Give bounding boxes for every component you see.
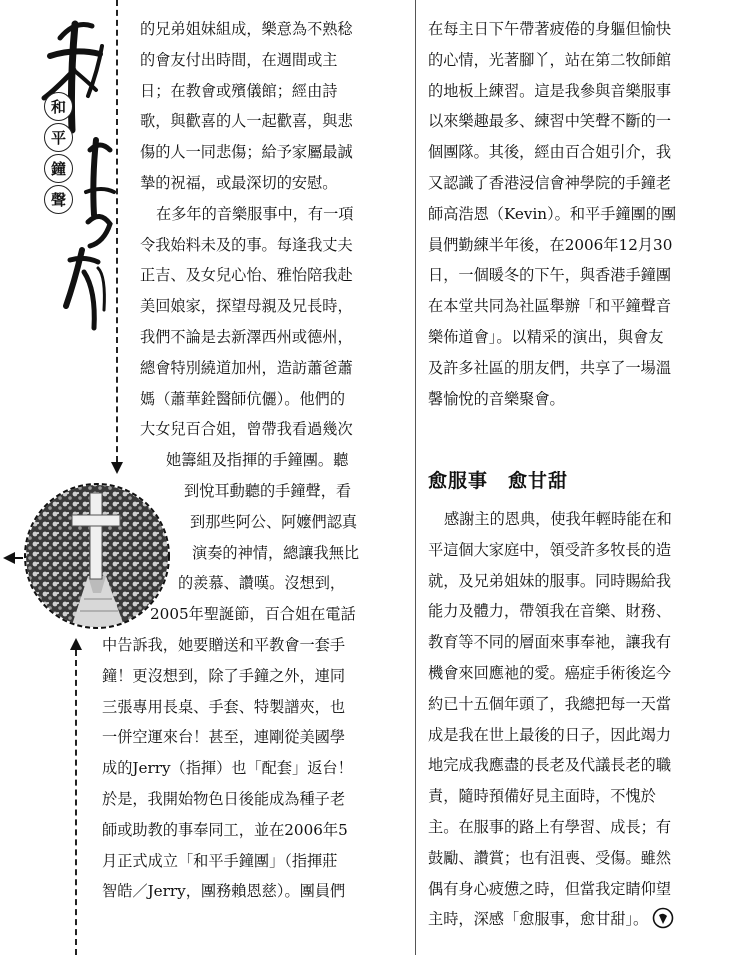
column-divider xyxy=(415,0,416,955)
text-line: 令我始料未及的事。每逢我丈夫 xyxy=(140,235,353,254)
text-line: 成是我在世上最後的日子，因此竭力 xyxy=(428,725,671,744)
text-line: 月正式成立「和平手鐘團」（指揮莊 xyxy=(102,851,338,870)
text-line: 鐘！更沒想到，除了手鐘之外，連同 xyxy=(102,666,345,685)
left-paragraph-1 xyxy=(140,14,404,199)
right-column-lower xyxy=(428,504,728,935)
text-line: 2005年聖誕節，百合姐在電話 xyxy=(150,605,356,624)
text-line: 約已十五個年頭了，我總把每一天當 xyxy=(428,694,671,713)
left-column xyxy=(102,14,404,907)
seal-char: 聲 xyxy=(44,185,73,214)
section-heading: 愈服事 愈甘甜 xyxy=(428,470,569,492)
text-line: 於是，我開始物色日後能成為種子老 xyxy=(102,789,345,808)
text-line: 中告訴我，她要贈送和平教會一套手 xyxy=(102,635,345,654)
text-line: 摯的祝福，或最深切的安慰。 xyxy=(140,173,338,192)
text-line: 以來樂趣最多、練習中笑聲不斷的一 xyxy=(428,112,671,131)
text-line: 師或助教的事奉同工，並在2006年5 xyxy=(102,820,348,839)
text-line: 她籌組及指揮的手鐘團。聽 xyxy=(166,451,349,470)
dashed-line-top xyxy=(116,0,118,462)
text-line: 個團隊。其後，經由百合姐引介，我 xyxy=(428,143,671,162)
text-line: 馨愉悅的音樂聚會。 xyxy=(428,389,565,408)
dashed-arrow-up-icon xyxy=(70,638,82,650)
text-line: 機會來回應祂的愛。癌症手術後迄今 xyxy=(428,663,671,682)
text-line: 感謝主的恩典，使我年輕時能在和 xyxy=(444,510,672,528)
text-line: 在本堂共同為社區舉辦「和平鐘聲音 xyxy=(428,297,671,316)
text-line: 能力及體力，帶領我在音樂、財務、 xyxy=(428,602,671,621)
text-line: 歌，與歡喜的人一起歡喜，與悲 xyxy=(140,112,353,131)
text-line: 正吉、及女兒心怡、雅怡陪我赴 xyxy=(140,266,353,285)
seal-char: 鐘 xyxy=(44,154,73,183)
text-line: 的地板上練習。這是我參與音樂服事 xyxy=(428,81,671,100)
right-column xyxy=(428,14,728,414)
text-line: 員們勤練半年後，在2006年12月30 xyxy=(428,235,673,254)
text-line: 大女兒百合姐，曾帶我看過幾次 xyxy=(140,420,353,439)
text-line: 主。在服事的路上有學習、成長；有 xyxy=(428,817,671,836)
text-line: 總會特別繞道加州，造訪蕭爸蕭 xyxy=(140,358,353,377)
text-line: 美回娘家，探望母親及兄長時， xyxy=(140,297,353,316)
right-paragraph-1 xyxy=(428,14,728,414)
text-line: 鼓勵、讚賞；也有沮喪、受傷。雖然 xyxy=(428,848,671,867)
text-line: 到悅耳動聽的手鐘聲，看 xyxy=(184,481,352,500)
dashed-arrow-down-icon xyxy=(111,462,123,474)
text-line: 地完成我應盡的長老及代議長老的職 xyxy=(428,756,671,775)
text-line: 在每主日下午帶著疲倦的身軀但愉快 xyxy=(428,20,671,38)
text-line: 在多年的音樂服事中，有一項 xyxy=(156,204,354,223)
text-line: 三張專用長桌、手套、特製譜夾，也 xyxy=(102,697,345,716)
text-line: 我們不論是去新澤西州或德州， xyxy=(140,327,353,346)
right-paragraph-2 xyxy=(428,504,728,935)
dashed-line-bottom xyxy=(75,650,77,955)
text-line: 責，隨時預備好見主面時，不愧於 xyxy=(428,787,656,806)
text-line: 成的Jerry（指揮）也「配套」返台！ xyxy=(102,759,353,778)
text-line: 到那些阿公、阿嬤們認真 xyxy=(190,512,358,531)
text-line: 智皓／Jerry，團務賴恩慈）。團員們 xyxy=(102,882,346,901)
left-paragraph-2 xyxy=(140,199,404,599)
text-line: 的會友付出時間，在週間或主 xyxy=(140,50,338,69)
text-line: 媽（蕭華銓醫師伉儷）。他們的 xyxy=(140,389,346,408)
text-line: 主時，深感「愈服事，愈甘甜」。 xyxy=(428,910,649,929)
text-line: 及許多社區的朋友們，共享了一場溫 xyxy=(428,358,671,377)
text-line: 日；在教會或殯儀館；經由詩 xyxy=(140,81,338,100)
text-line: 樂佈道會」。以精采的演出，與會友 xyxy=(428,327,664,346)
text-line: 偶有身心疲憊之時，但當我定睛仰望 xyxy=(428,879,671,898)
text-line: 教育等不同的層面來事奉祂，讓我有 xyxy=(428,633,671,652)
text-line-last xyxy=(428,904,728,935)
text-line: 就，及兄弟姐妹的服事。同時賜給我 xyxy=(428,571,671,590)
seal-char: 平 xyxy=(44,123,73,152)
text-line: 師高浩恩（Kevin）。和平手鐘團的團 xyxy=(428,204,677,223)
dashed-arrow-left-icon xyxy=(3,552,15,564)
seal-stack xyxy=(44,92,78,216)
text-line: 演奏的神情，總讓我無比 xyxy=(192,543,360,562)
text-line: 傷的人一同悲傷；給予家屬最誠 xyxy=(140,143,353,162)
text-line: 平這個大家庭中，領受許多牧長的造 xyxy=(428,540,671,559)
text-line: 的心情，光著腳丫，站在第二牧師館 xyxy=(428,50,671,69)
text-line: 的兄弟姐妹組成，樂意為不熟稔 xyxy=(140,20,353,38)
text-line: 日，一個暖冬的下午，與香港手鐘團 xyxy=(428,266,671,285)
end-mark-icon xyxy=(652,907,674,929)
text-line: 又認識了香港浸信會神學院的手鐘老 xyxy=(428,173,671,192)
text-line: 的羨慕、讚嘆。沒想到， xyxy=(178,574,346,593)
seal-char: 和 xyxy=(44,92,73,121)
left-paragraph-3 xyxy=(102,599,404,907)
text-line: 一併空運來台！甚至，連剛從美國學 xyxy=(102,728,345,747)
